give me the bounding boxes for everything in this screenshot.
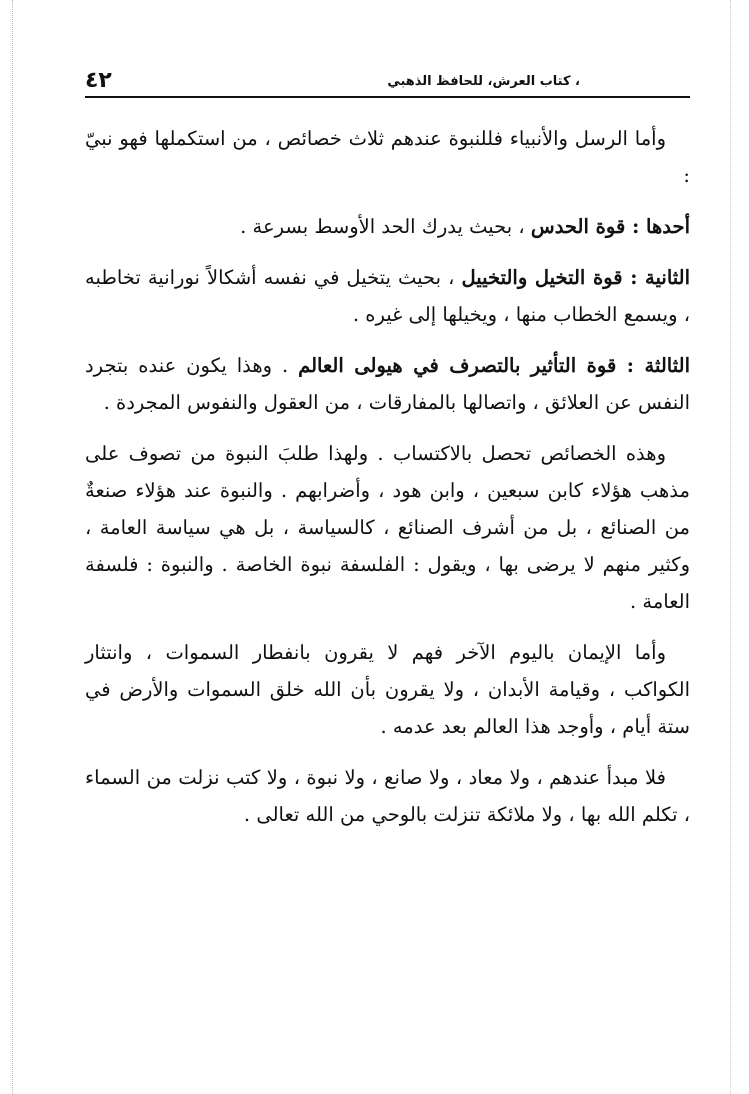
first-property-text: ، بحيث يدرك الحد الأوسط بسرعة . [240, 215, 531, 238]
paragraph-last-day: وأما الإيمان باليوم الآخر فهم لا يقرون بانفطار السموات ، وانتثار الكواكب ، وقيامة الأبدان ، ولا يقرون بأن الله خلق السموات والأرض في ستة أيام ، وأوجد هذا العالم بعد عدمه . [85, 641, 690, 738]
book-page [85, 70, 690, 847]
scan-margin-left-line [12, 0, 13, 1094]
paragraph-second-property [85, 259, 690, 333]
paragraph-third-property [85, 347, 690, 421]
page-header [85, 70, 690, 98]
scan-margin-right-line [730, 0, 731, 1094]
third-property-text: . وهذا يكون عنده بتجرد النفس عن العلائق ، واتصالها بالمفارقات ، من العقول والنفوس المجردة . [85, 354, 690, 414]
second-property-heading: الثانية : قوة التخيل والتخييل [461, 266, 691, 289]
paragraph-first-property [85, 208, 690, 245]
paragraph-acquisition: وهذه الخصائص تحصل بالاكتساب . ولهذا طلبَ النبوة من تصوف على مذهب هؤلاء كابن سبعين ، وابن هود ، وأضرابهم . والنبوة عند هؤلاء صنعةٌ من الصنائع ، بل من أشرف الصنائع ، كالسياسة ، بل هي سياسة العامة ، وكثير منهم لا يرضى بها ، ويقول : الفلسفة نبوة الخاصة . والنبوة : فلسفة العامة . [85, 442, 690, 613]
paragraph-conclusion: فلا مبدأ عندهم ، ولا معاد ، ولا صانع ، ولا نبوة ، ولا كتب نزلت من السماء ، تكلم الله بها ، ولا ملائكة تنزلت بالوحي من الله تعالى . [85, 766, 690, 826]
second-property-text: ، بحيث يتخيل في نفسه أشكالاً نورانية تخاطبه ، ويسمع الخطاب منها ، ويخيلها إلى غيره . [85, 266, 690, 326]
page-body [85, 120, 690, 833]
page-number: ٤٢ [85, 68, 112, 93]
running-title: ، كتاب العرش، للحافظ الذهبي [387, 74, 580, 89]
third-property-heading: الثالثة : قوة التأثير بالتصرف في هيولى العالم [298, 354, 690, 377]
paragraph-prophets-intro: وأما الرسل والأنبياء فللنبوة عندهم ثلاث خصائص ، من استكملها فهو نبيّ : [85, 127, 690, 187]
first-property-heading: أحدها : قوة الحدس [530, 215, 690, 238]
